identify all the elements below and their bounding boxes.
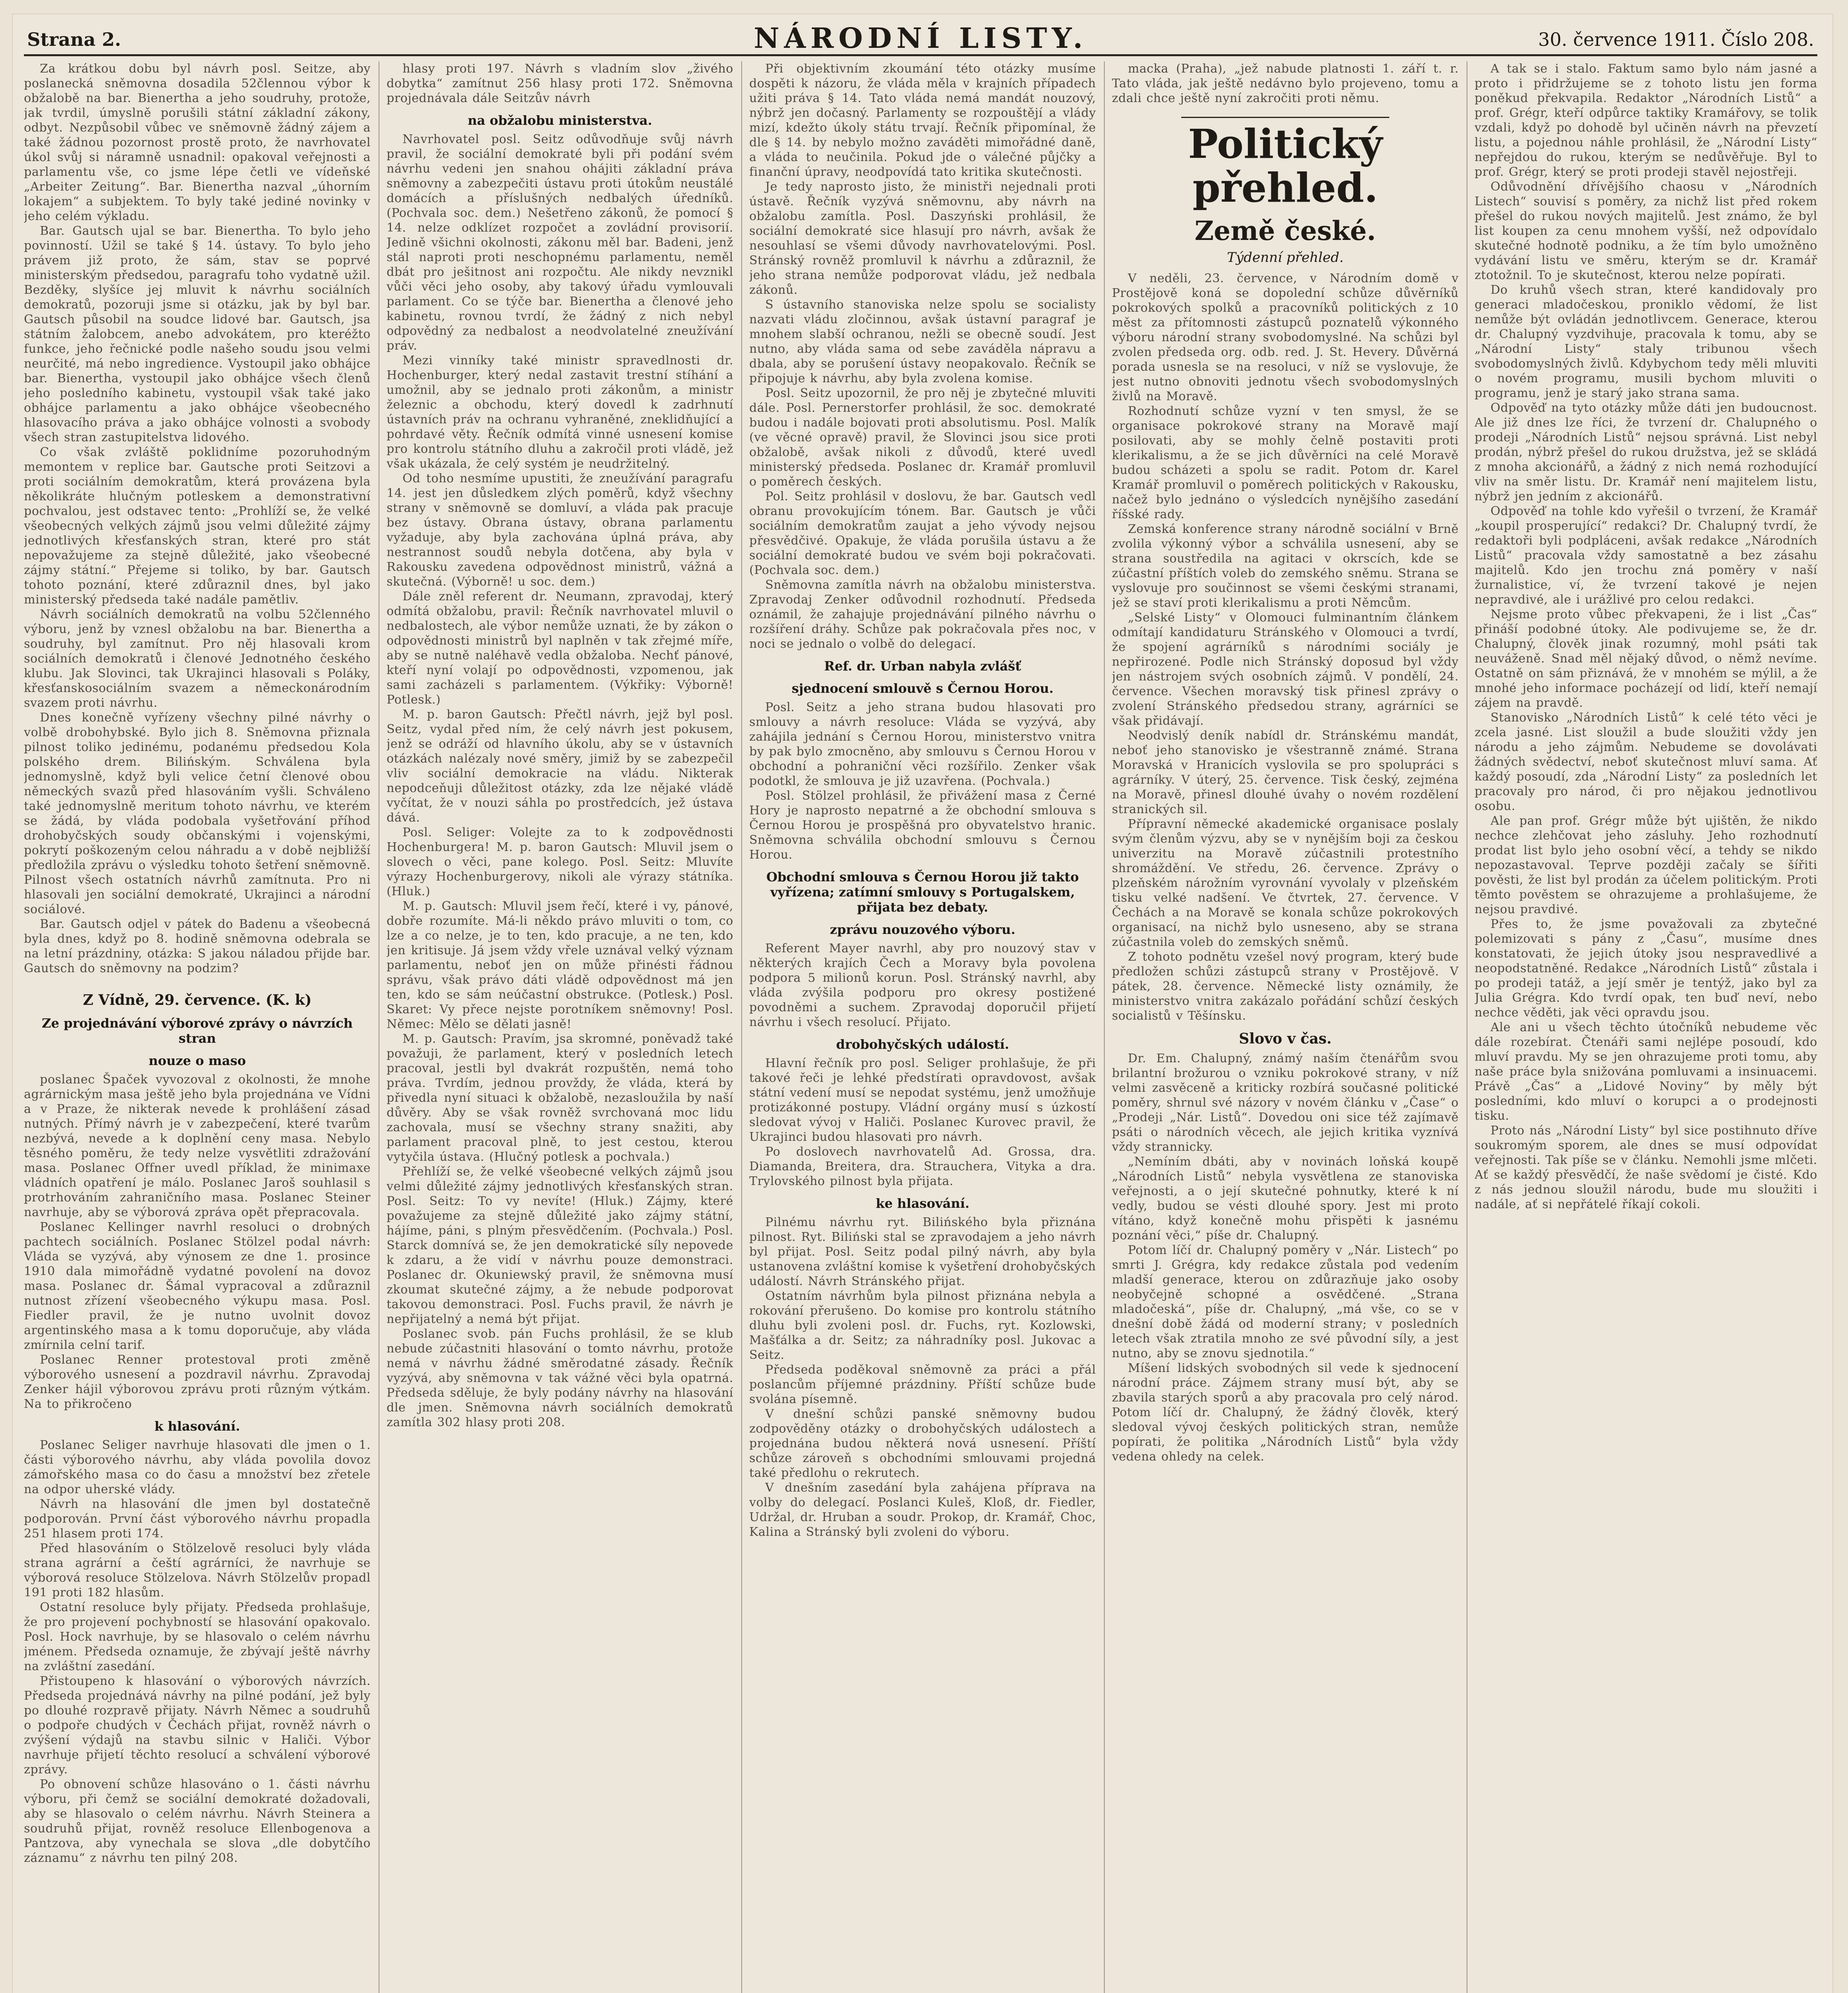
paragraph: Do kruhů všech stran, které kandidovaly pro generaci mladočeskou, proniklo vědomí, že list nemůže být ovládán jednotlivcem. Generace, kterou dr. Chalupný vyzdvihuje, pracovala k tomu, aby se „Národní Listy“ staly tribunou všech svobodomyslných živlů. Kdybychom tedy měli mluviti o novém programu, musili bychom mluviti o programu, jenž je starý jako strana sama.: [1475, 283, 1817, 400]
subsection-heading: na obžalobu ministerstva.: [467, 113, 652, 128]
paragraph: Přípravní německé akademické organisace poslaly svým členům výzvu, aby se v nynějším boji za českou univerzitu na Moravě zúčastnili protestního shromáždění. Ve středu, 26. července. Zprávy o plzeňském nárožním vyrovnání vyvolaly v plzeňském tisku velké nadšení. Ve čtvrtek, 27. července. V Čechách a na Moravě se konala schůze pokrokových organisací, na nichž bylo usneseno, aby se strana zúčastnila voleb do zemských sněmů.: [1112, 817, 1459, 949]
paragraph: A tak se i stalo. Faktum samo bylo nám jasné a proto i přidržujeme se z tohoto listu jen forma poněkud překvapila. Redaktor „Národních Listů“ a prof. Grégr, kteří odpůrce taktiky Kramářovy, se tolik vzdali, když po dohodě byl učiněn návrh na převzetí listu, a pojednou náhle prohlásil, že „Národní Listy“ nepřejdou do rukou, kterým se nedůvěřuje. Byl to prof. Grégr, který se proti prodeji stavěl nejostřeji.: [1475, 62, 1817, 179]
columns-area: [24, 61, 1817, 1993]
paragraph: Přehlíží se, že velké všeobecné velkých zájmů jsou velmi důležité zájmy jednotlivých křesťanských stran. Posl. Seitz: To vy nevíte! (Hluk.) Zájmy, které považujeme za stejně důležité jako zájmy státní, hájíme, páni, s plným přesvědčením. (Pochvala.) Posl. Starck domnívá se, že jen demokratické síly nepovede k zdaru, a že vidí v návrhu pouze demonstraci. Poslanec dr. Okuniewský pravil, že sněmovna musí zkoumat skutečné zájmy, a že nebude podporovat takovou demonstraci. Posl. Fuchs pravil, že návrh je nepřijatelný a nemá být přijat.: [387, 1165, 733, 1326]
paragraph: Sněmovna zamítla návrh na obžalobu ministerstva. Zpravodaj Zenker odůvodnil rozhodnutí. Předseda oznámil, že zahajuje projednávání pilného návrhu o rozšíření dráhy. Schůze pak pokračovala přes noc, v noci se jednalo o volbě do delegací.: [749, 578, 1096, 651]
paragraph: „Nemíním dbáti, aby v novinách loňská koupě „Národních Listů“ nebyla vysvětlena ze stanoviska veřejnosti, a o její skutečné pohnutky, které k ní vedly, budou se vésti dlouhé spory. Jest mi proto vítáno, když konečně mohu přispěti k jasnému poznání věci,“ píše dr. Chalupný.: [1112, 1155, 1459, 1242]
paragraph: Proto nás „Národní Listy“ byl sice postihnuto dříve soukromým sporem, ale dnes se musí odpovídat veřejnosti. Tak píše se v článku. Nemohli jsme mlčeti. Ať se každý přesvědčí, že naše svědomí je čisté. Kdo z nás jednou sloužil národu, bude mu sloužiti i nadále, ať si nepřátelé říkají cokoli.: [1475, 1124, 1817, 1211]
paragraph: macka (Praha), „jež nabude platnosti 1. září t. r. Tato vláda, jak ještě nedávno bylo projeveno, tomu a zdali chce ještě nyní zakročiti proti němu.: [1112, 62, 1459, 105]
paragraph: Za krátkou dobu byl návrh posl. Seitze, aby poslanecká sněmovna dosadila 52člennou výbor k obžalobě na bar. Bienertha a jeho soudruhy, protože, jak tvrdil, úmyslně porušili státní základní zákony, odbyt. Nezpůsobil vůbec ve sněmovně žádný zájem a také žádnou pozornost prostě proto, že navrhovatel úkol svůj si náramně usnadnil: opakoval veřejnosti a parlamentu vše, co jsme lépe četli ve vídeňské „Arbeiter Zeitung“. Bar. Bienertha nazval „úhorním lokajem“ a subjektem. To byly také jediné novinky v jeho celém výkladu.: [24, 62, 371, 223]
column-3: [749, 61, 1096, 1993]
paragraph: Po doslovech navrhovatelů Ad. Grossa, dra. Diamanda, Breitera, dra. Straucherа, Vityka a dra. Trylovského pilnost byla přijata.: [749, 1145, 1096, 1188]
paragraph: Předseda poděkoval sněmovně za práci a přál poslancům příjemné prázdniny. Příští schůze bude svolána písemně.: [749, 1363, 1096, 1406]
rubric-title: Politický přehled.: [1188, 120, 1383, 211]
paragraph: Pol. Seitz prohlásil v doslovu, že bar. Gautsch vedl obranu provokujícím tónem. Bar. Gautsch je vůči sociálním demokratům zaujat a jeho vývody nejsou přesvědčivé. Opakuje, že vláda porušila ústavu a že sociální demokraté budou ve svém boji pokračovati. (Pochvala soc. dem.): [749, 489, 1096, 577]
paragraph: Co však zvláště poklidníme pozoruhodným memontem v replice bar. Gautsche proti Seitzovi a proti sociálním demokratům, která provázena byla několikráte hlučným potleskem a demonstrativní pochvalou, jest odstavec tento: „Prohlíží se, že velké všeobecných velkých zájmů jsou velmi důležité zájmy jednotlivých křesťanských stran, které pro stát nepovažujeme za stejně důležité, jako všeobecné zájmy státní.“ Přejeme si toliko, by bar. Gautsch tohoto poznání, které zdůraznil dnes, byl jako ministerský předseda také nadále pamětliv.: [24, 445, 371, 607]
paragraph: Posl. Seitz a jeho strana budou hlasovati pro smlouvy a návrh resoluce: Vláda se vyzývá, aby zahájila jednání s Černou Horou, ministerstvo vnitra by pak bylo zmocněno, aby smlouvu s Černou Horou v obchodní a pohraniční věci rozšířilo. Zenker však podotkl, že smlouva je již uzavřena. (Pochvala.): [749, 700, 1096, 788]
paragraph: V dnešní schůzi panské sněmovny budou zodpověděny otázky o drobohyčských událostech a projednána budou některá nová usnesení. Příští schůze zároveň s obchodními smlouvami projedná také předlohu o rekrutech.: [749, 1407, 1096, 1480]
paragraph: S ústavního stanoviska nelze spolu se socialisty nazvati vládu zločinnou, avšak ústavní paragraf je mnohem slabší ochranou, nežli se obecně soudí. Jest nutno, aby vláda sama od sebe zaváděla nápravu a dbala, aby se porušení ústavy neopakovalo. Řečník se připojuje k návrhu, aby byla zvolena komise.: [749, 298, 1096, 385]
paragraph: V neděli, 23. července, v Národním domě v Prostějově koná se dopolední schůze důvěrníků pokrokových spolků a pracovníků politických z 10 měst za přítomnosti zástupců poznatelů výkonného výboru národní strany svobodomyslné. Na schůzi byl zvolen předseda org. odb. red. J. St. Hevery. Důvěrná porada usnesla se na resoluci, v níž se vyslovuje, že jest nutno obnoviti jednotu všech svobodomyslných živlů na Moravě.: [1112, 271, 1459, 403]
paragraph: Přes to, že jsme považovali za zbytečné polemizovati s pány z „Času“, musíme dnes konstatovati, že jejich útoky jsou nespravedlivé a neopodstatněné. Redakce „Národních Listů“ zůstala i po prodeji tatáž, a její směr je tentýž, jako byl za Julia Grégra. Kdo tvrdí opak, ten buď neví, nebo nechce věděti, jak věci opravdu jsou.: [1475, 917, 1817, 1020]
paragraph: Mezi vinníky také ministr spravedlnosti dr. Hochenburger, který nedal zastavit trestní stíhání a umožnil, aby se jednalo proti zákonům, a ministr železnic a obchodu, který dovedl k zadrhnutí ústavních práv na ochranu vyhraněné, zneklidňující a pohrdavé věty. Řečník odmítá vinné usnesení komise pro kontrolu státního dluhu a zakročil proti vládě, jež však ukázala, že celý systém je neudržitelný.: [387, 354, 733, 471]
paragraph: Z tohoto podnětu vzešel nový program, který bude předložen schůzi zástupců strany v Prostějově. V pátek, 28. července. Německé listy oznámily, že ministerstvo vnitra zakázalo pořádání schůzí českých socialistů v Těšínsku.: [1112, 950, 1459, 1023]
paragraph: Pilnému návrhu ryt. Bilińského byla přiznána pilnost. Ryt. Biliński stal se zpravodajem a jeho návrh byl přijat. Posl. Seitz podal pilný návrh, aby byla ustanovena zvláštní komise k vyšetření drohobyčských událostí. Návrh Stránského přijat.: [749, 1215, 1096, 1288]
paragraph: Posl. Seitz upozornil, že pro něj je zbytečné mluviti dále. Posl. Pernerstorfer prohlásil, že soc. demokraté budou i nadále bojovati proti absolutismu. Posl. Malík (ve věcné opravě) pravil, že Slovinci jsou sice proti obžalobě, avšak nikoli z důvodů, které uvedl ministerský předseda. Poslanec dr. Kramář promluvil o poměrech českých.: [749, 386, 1096, 489]
paragraph: Bar. Gautsch ujal se bar. Bienertha. To bylo jeho povinností. Užil se také § 14. ústavy. To bylo jeho právem již proto, že sám, stav se poprvé ministerským předsedou, paragrafu toho vydatně užil. Bezděky, slyšíce jej mluvit k návrhu sociálních demokratů, pozoruji jsme si otázku, jak by byl bar. Gautsch působil na soudce lidové bar. Gautsch, jsa státním žalobcem, anebo advokátem, pro kteréžto funkce, jeho řečnické podle našeho soudu jsou velmi neurčité, má nebo ingredience. Vystoupil jako obhájce bar. Bienertha, vystoupil jako obhájce všech členů jeho posledního kabinetu, vystoupil však také jako obhájce parlamentu a jako obhájce všeobecného hlasovacího práva a jako obhájce volnosti a svobody všech stran zastupitelstva lidového.: [24, 224, 371, 444]
paragraph: „Selské Listy“ v Olomouci fulminantním článkem odmítají kandidaturu Stránského v Olomouci a tvrdí, že spojení agrárníků s národními sociály je nepřirozené. Podle nich Stránský doposud byl vždy jen nástrojem svých osobních zájmů. V pondělí, 24. července. Všechen moravský tisk přinesl zprávy o zvolení Stránského předsedou strany, agrárníci se však přidávají.: [1112, 611, 1459, 728]
subsection-heading: zprávu nouzového výboru.: [830, 922, 1015, 937]
paragraph: Potom líčí dr. Chalupný poměry v „Nár. Listech“ po smrti J. Grégra, kdy redakce zůstala pod vedením mladší generace, kterou on zdůrazňuje jako osoby neobyčejně schopné a osvědčené. „Strana mladočeská“, píše dr. Chalupný, „má vše, co se v dnešní době žádá od moderní strany; v posledních letech však ztratila mnoho ze své původní síly, a jest nutno, aby se znovu sjednotila.“: [1112, 1243, 1459, 1360]
paragraph: Rozhodnutí schůze vyzní v ten smysl, že se organisace pokrokové strany na Moravě mají posilovati, aby se mohly čelně postaviti proti klerikalismu, a že se jich důvěrníci na celé Moravě budou scházeti a spolu se radit. Potom dr. Karel Kramář promluvil o poměrech politických v Rakousku, načež bylo jednáno o výsledcích nynějšího zasedání říšské rady.: [1112, 404, 1459, 521]
paragraph: Navrhovatel posl. Seitz odůvodňuje svůj návrh pravil, že sociální demokraté byli při podání svém návrhu vedeni jen snahou ohájiti základní práva sněmovny a zabezpečiti ústavu proti útokům neustálé domácích a příslušných nedbalých úředníků. (Pochvala soc. dem.) Nešetřeno zákonů, že pomocí § 14. nelze odklízet rozpočet a zovládní provisorií. Jedině všichni okolnosti, zákonu měl bar. Badeni, jenž stál naproti proti neschopnému parlamentu, neměl dbát pro ješitnost ani rozpočtu. Ale nikdy nevznikl vůči věci jeho osoby, aby takový úřadu vymlouvali parlament. Co se týče bar. Bienertha a členové jeho kabinetu, rovnou tvrdí, že žádný z nich nebyl odpovědný za nedbalost a neodvolatelné zneužívání práv.: [387, 132, 733, 353]
masthead-title: NÁRODNÍ LISTY.: [754, 22, 1088, 55]
column-divider: [741, 61, 742, 1993]
paragraph: Dr. Em. Chalupný, známý naším čtenářům svou brilantní brožurou o vzniku pokrokové strany, v níž velmi zasvěceně a kriticky rozbírá současné politické poměry, shrnul své názory v novém článku v „Čase“ o „Prodeji „Nár. Listů“. Dovedou oni sice též zajímavě psáti o národních věcech, ale jejich kritika vyznívá vždy strannicky.: [1112, 1052, 1459, 1154]
paragraph: Před hlasováním o Stölzelově resoluci byly vláda strana agrární a čeští agrárníci, že navrhuje se výborová resoluce Stölzelova. Návrh Stölzelův propadl 191 proti 182 hlasům.: [24, 1541, 371, 1600]
paragraph: Dnes konečně vyřízeny všechny pilné návrhy o volbě drobohybské. Bylo jich 8. Sněmovna přiznala pilnost toliko jedinému, podanému předsedou Kola polského drem. Bilińským. Schválena byla jednomyslně, když byli velice četní členové obou německých svazů před hlasováním vyšli. Schváleno také jednomyslně meritum tohoto návrhu, ve kterém se žádá, by vláda podobala vyšetřování příhod drohobyčských soudy občanskými i vojenskými, pokrytí poškozeným celou náhradu a v době nejbližší předložila zprávu o výsledku tohoto šetření sněmovně. Pilnost všech ostatních návrhů zamítnuta. Pro ni hlasovali jen sociální demokraté, Ukrajinci a národní sociálové.: [24, 711, 371, 916]
rubric-block: [1112, 117, 1459, 265]
paragraph: M. p. Gautsch: Pravím, jsa skromné, poněvadž také považuji, že parlament, který v posledních letech pracoval, jestli byl dvakrát rozpuštěn, nemá toho práva. Tvrdím, jednou provždy, že vláda, která by přivedla nyní situaci k obžalobě, nezasloužila by naší důvěry. Aby se však rovněž svrchovaná moc lidu zachovala, musí se všechny strany snažiti, aby parlament pracoval plně, to jest cestou, kterou vytyčila ústava. (Hlučný potlesk a pochvala.): [387, 1032, 733, 1164]
paragraph: Bar. Gautsch odjel v pátek do Badenu a všeobecná byla dnes, když po 8. hodině sněmovna odebrala se na letní prázdniny, otázka: S jakou náladou přijde bar. Gautsch do sněmovny na podzim?: [24, 917, 371, 975]
paragraph: M. p. Gautsch: Mluvil jsem řečí, které i vy, pánové, dobře rozumíte. Má-li někdo právo mluviti o tom, co lze a co nelze, je to ten, kdo pracuje, a ne ten, kdo jen kritisuje. Já jsem vždy vřele uznával velký význam parlamentu, neboť jen on může přinésti řádnou správu, však právo dáti vládě odpovědnost má jen ten, kdo se sám neúčastní obstrukce. (Potlesk.) Posl. Skaret: Vy přece nejste porotníkem sněmovny! Posl. Němec: Mělo se dělati jasně!: [387, 899, 733, 1031]
subsection-heading: Obchodní smlouva s Černou Horou již takto vyřízena; zatímní smlouvy s Portugalskem, přijata bez debaty.: [766, 869, 1079, 915]
paragraph: Neodvislý deník nabídl dr. Stránskému mandát, neboť jeho stanovisko je všestranně známé. Strana Moravská v Hranicích vyslovila se pro spolupráci s agrárníky. V úterý, 25. července. Tisk český, zejména na Moravě, přinesl dlouhé úvahy o novém rozdělení stranických sil.: [1112, 729, 1459, 816]
paragraph: Ale ani u všech těchto útočníků nebudeme věc dále rozebírat. Čtenáři sami nejlépe posoudí, kdo mluví pravdu. My se jen ohrazujeme proti tomu, aby naše práce byla snižována pomluvami a insinuacemi. Právě „Čas“ a „Lidové Noviny“ by měly být posledními, kdo mluví o korupci a o prodejnosti tisku.: [1475, 1020, 1817, 1123]
paragraph: Nejsme proto vůbec překvapeni, že i list „Čas“ přináší podobné útoky. Ale podivujeme se, že dr. Chalupný, člověk jinak rozumný, mohl psáti tak neuváženě. Snad měl nějaký důvod, o němž nevíme. Ostatně on sám přiznává, že v mnohém se mýlil, a že mnohé jeho informace pocházejí od lidí, kteří nemají zájem na pravdě.: [1475, 607, 1817, 710]
section-heading: Ze projednávání výborové zprávy o návrzích stran: [41, 1016, 353, 1046]
paragraph: Od toho nesmíme upustiti, že zneužívání paragrafu 14. jest jen důsledkem zlých poměrů, když všechny strany v sněmovně se domluví, a vláda pak pracuje bez ústavy. Obrana ústavy, obrana parlamentu vyžaduje, aby byla zachována úplná práva, aby nestrannost soudů nebyla dotčena, aby byla v Rakousku zavedena odpovědnost ministrů, vážná a skutečná. (Výborně! u soc. dem.): [387, 472, 733, 589]
subsection-heading: nouze o maso: [149, 1053, 246, 1068]
page-header: [24, 20, 1817, 56]
paragraph: Míšení lidských svobodných sil vede k sjednocení národní práce. Zájmem strany musí být, aby se zbavila starých sporů a aby pracovala pro celý národ. Potom líčí dr. Chalupný, že žádný člověk, který sledoval vývoj českých politických stran, nemůže popírati, že politika „Národních Listů“ byla vždy vedena ohledy na celek.: [1112, 1361, 1459, 1464]
paragraph: Stanovisko „Národních Listů“ k celé této věci je zcela jasné. List sloužil a bude sloužiti vždy jen národu a jeho zájmům. Nebudeme se dovolávati žádných svědectví, neboť skutečnost mluví sama. Ať každý posoudí, zda „Národní Listy“ za posledních let pracovaly pro národ, či pro nějakou jednotlivou osobu.: [1475, 711, 1817, 813]
paragraph: Ostatní resoluce byly přijaty. Předseda prohlašuje, že pro projevení pochybností se hlasování opakovalo. Posl. Hock navrhuje, by se hlasovalo o celém návrhu jménem. Předseda oznamuje, že zbývají ještě návrhy na zvláštní zasedání.: [24, 1600, 371, 1673]
subsection-heading: drobohyčských událostí.: [836, 1037, 1009, 1052]
paragraph: Při objektivním zkoumání této otázky musíme dospěti k názoru, že vláda měla v krajních případech užiti práva § 14. Tato vláda nemá mandát nouzový, nýbrž jen dočasný. Parlamenty se rozpouštějí a vlády mizí, kdežto úkoly státu trvají. Řečník připomínal, že dle § 14. by nebylo možno zaváděti mimořádné daně, a vláda to neučinila. Pokud jde o válečné půjčky a finanční úpravy, neodpovídá tato kritika skutečnosti.: [749, 62, 1096, 179]
page-number: Strana 2.: [27, 29, 121, 50]
paragraph: Je tedy naprosto jisto, že ministři nejednali proti ústavě. Řečník vyzývá sněmovnu, aby návrh na obžalobu zamítla. Posl. Daszyński prohlásil, že sociální demokraté sice hlasují pro návrh, avšak že nesouhlasí se všemi důvody navrhovatelovými. Posl. Stránský rovněž promluvil k návrhu a zdůraznil, že jeho strana nemůže podporovat vládu, jež nedbala zákonů.: [749, 180, 1096, 297]
column-5: [1475, 61, 1817, 1993]
paragraph: Posl. Stölzel prohlásil, že přivážení masa z Černé Hory je naprosto nepatrné a že obchodní smlouva s Černou Horou je prospěšná pro obyvatelstvo hranic. Sněmovna schválila obchodní smlouvu s Černou Horou.: [749, 789, 1096, 862]
paragraph: Zemská konference strany národně sociální v Brně zvolila výkonný výbor a schválila usnesení, aby se strana soustředila na agitaci v okrscích, kde se zúčastní příštích voleb do zemského sněmu. Strana se vyslovuje pro součinnost se všemi českými stranami, jež se staví proti klerikalismu a proti Němcům.: [1112, 522, 1459, 610]
paragraph: Odpověď na tohle kdo vyřešil o tvrzení, že Kramář „koupil prosperující“ redakci? Dr. Chalupný tvrdí, že redaktoři byli podpláceni, avšak redakce „Národních Listů“ pracovala vždy samostatně a bez zásahu majitelů. Kdo jen trochu zná poměry v naší žurnalistice, ví, že tvrzení takové je nejen nepravdivé, ale i urážlivé pro celou redakci.: [1475, 504, 1817, 607]
paragraph: Poslanec svob. pán Fuchs prohlásil, že se klub nebude zúčastniti hlasování o tomto návrhu, protože nemá v návrhu žádné směrodatné zásady. Řečník vyzývá, aby sněmovna v tak vážné věci byla opatrná. Předseda sděluje, že byly podány návrhy na hlasování dle jmen. Sněmovna návrh sociálních demokratů zamítla 302 hlasy proti 208.: [387, 1327, 733, 1429]
subsection-heading: k hlasování.: [154, 1419, 240, 1434]
paragraph: Dále zněl referent dr. Neumann, zpravodaj, který odmítá obžalobu, pravil: Řečník navrhovatel mluvil o nedbalostech, ale výbor nemůže uznati, že by zákon o odpovědnosti ministrů byl naplněn v tak zřejmé míře, aby se nutně naléhavě vedla obžaloba. Nechť pánové, kteří nyní volají po odpovědnosti, vzpomenou, jak sami zacházeli s parlamentem. (Výkřiky: Výborně! Potlesk.): [387, 590, 733, 707]
paragraph: Přistoupeno k hlasování o výborových návrzích. Předseda projednává návrhy na pilné podání, jež byly po dlouhé rozpravě přijaty. Návrh Němec a soudruhů o podpoře chudých v Čechách přijat, rovněž návrh o zvýšení výdajů na stavbu silnic v Haliči. Výbor navrhuje přijetí těchto resolucí a schválení výborové zprávy.: [24, 1674, 371, 1777]
rubric-rule: [1181, 117, 1389, 118]
issue-date: 30. července 1911. Číslo 208.: [1538, 29, 1814, 50]
section-heading: Slovo v čas.: [1239, 1030, 1332, 1047]
rubric-kicker: Týdenní přehled.: [1227, 250, 1344, 265]
paragraph: Návrh sociálních demokratů na volbu 52členného výboru, jenž by vznesl obžalobu na bar. Bienertha a soudruhy, byl zamítnut. Pro něj hlasovali krom sociálních demokratů i členové Jednotného českého klubu. Jak Slovinci, tak Ukrajinci hlasovali s Poláky, křesťanskosociálním svazem a německonárodním svazem proti návrhu.: [24, 607, 371, 710]
paragraph: Poslanec Seliger navrhuje hlasovati dle jmen o 1. části výborového návrhu, aby vláda povolila dovoz zámořského masa co do času a množství bez zřetele na odpor uherské vlády.: [24, 1438, 371, 1496]
paragraph: Po obnovení schůze hlasováno o 1. části návrhu výboru, při čemž se sociální demokraté dožadovali, aby se hlasovalo o celém návrhu. Návrh Steinera a soudruhů přijat, rovněž resoluce Ellenbogenova a Pantzova, aby vynechala se slova „dle dobytčího záznamu“ z návrhu ten pilný 208.: [24, 1777, 371, 1865]
paragraph: Hlavní řečník pro posl. Seliger prohlašuje, že při takové řeči je lehké předstírati opravdovost, avšak státní vedení musí se nepodat systému, jenž umožňuje protizákonné postupy. Vládní orgány musí s úzkostí sledovat vývoj v Haliči. Poslanec Kurovec pravil, že Ukrajinci budou hlasovati pro návrh.: [749, 1056, 1096, 1144]
column-2: [387, 61, 733, 1993]
paragraph: poslanec Špaček vyvozoval z okolnosti, že mnohe agrárnickým masa ještě jeho byla projednána ve Vídni a v Praze, že nikterak nevede k prohlášení zásad nutných. Přímý návrh je v zabezpečení, které tvarům nezbývá, nevede a k doplnění ceny masa. Nebylo těsného poměru, že tedy nelze vysvětliti zdražování masa. Poslanec Offner uvedl příklad, že minimaxe vládních opatření je málo. Poslanec Jaroš souhlasil s protrhováním zahraničního masa. Poslanec Steiner navrhuje, aby se výborová zpráva opět přepracovala.: [24, 1073, 371, 1219]
newspaper-page: [12, 14, 1833, 1993]
paragraph: Referent Mayer navrhl, aby pro nouzový stav v některých krajích Čech a Moravy byla povolena podpora 5 milionů korun. Posl. Stránský navrhl, aby vláda zvýšila podporu pro okresy postižené povodněmi a suchem. Zpravodaj doporučil přijetí návrhu i všech resolucí. Přijato.: [749, 941, 1096, 1029]
paragraph: Poslanec Renner protestoval proti změně výborového usnesení a pozdravil návrhu. Zpravodaj Zenker hájil výborovou zprávu proti různým výtkám. Na to přikročeno: [24, 1353, 371, 1411]
paragraph: Návrh na hlasování dle jmen byl dostatečně podporován. První část výborového návrhu propadla 251 hlasem proti 174.: [24, 1497, 371, 1541]
column-1: [24, 61, 371, 1993]
subsection-heading: sjednocení smlouvě s Černou Horou.: [791, 681, 1054, 696]
paragraph: M. p. baron Gautsch: Přečtl návrh, jejž byl posl. Seitz, vydal před ním, že celý návrh jest pokusem, jenž se odráží od hlavního úkolu, aby se v ústavních otázkách nalézaly nové směry, jimiž by se zabezpečil vliv sociální demokracie na vládu. Nikterak nepodceňuji důležitost otázky, zda lze nějaké vládě vyčítat, že v nouzi sáhla po prostředcích, jež ústava dává.: [387, 708, 733, 825]
column-divider: [1104, 61, 1105, 1993]
dateline: Z Vídně, 29. července. (K. k): [83, 992, 312, 1008]
paragraph: Odůvodnění dřívějšího chaosu v „Národních Listech“ souvisí s poměry, za nichž list před rokem přešel do rukou nových majitelů. Jest známo, že byl list koupen za cenu mnohem vyšší, než odpovídalo skutečné hodnotě podniku, a že tím bylo umožněno vydávání listu ve směru, kterým se dr. Kramář ztotožnil. To je skutečnost, kterou nelze popírati.: [1475, 180, 1817, 282]
paragraph: Ostatním návrhům byla pilnost přiznána nebyla a rokování přerušeno. Do komise pro kontrolu státního dluhu byli zvoleni posl. dr. Fuchs, ryt. Kozlowski, Mašťálka a dr. Seitz; za náhradníky posl. Jukovac a Seitz.: [749, 1289, 1096, 1362]
paragraph: Posl. Seliger: Volejte za to k zodpovědnosti Hochenburgera! M. p. baron Gautsch: Mluvil jsem o slovech o věci, pane kolego. Posl. Seitz: Mluvíte výrazy Hochenburgerovy, nikoli ale výrazy státníka. (Hluk.): [387, 826, 733, 898]
paragraph: V dnešním zasedání byla zahájena příprava na volby do delegací. Poslanci Kuleš, Kloß, dr. Fiedler, Udržal, dr. Hruban a soudr. Prokop, dr. Kramář, Choc, Kalina a Stránský byli zvoleni do výboru.: [749, 1481, 1096, 1539]
rubric-subtitle: Země české.: [1194, 215, 1376, 246]
paragraph: Poslanec Kellinger navrhl resoluci o drobných pachtech sociálních. Poslanec Stölzel podal návrh: Vláda se vyzývá, aby výnosem ze dne 1. prosince 1910 dala mimořádně vydatné povolení na dovoz masa. Poslanec dr. Šámal vypracoval a zdůraznil nutnost zřízení všeobecného výkupu masa. Posl. Fiedler pravil, že je nutno uvolnit dovoz argentinského masa a k tomu doporučuje, aby vláda zmírnila celní tarif.: [24, 1220, 371, 1352]
paragraph: Odpověď na tyto otázky může dáti jen budoucnost. Ale již dnes lze říci, že tvrzení dr. Chalupného o prodeji „Národních Listů“ nejsou správná. List nebyl prodán, nýbrž přešel do rukou družstva, jež se skládá z mnoha akcionářů, a žádný z nich nemá rozhodující vliv na směr listu. Dr. Kramář není majitelem listu, nýbrž jen jedním z akcionářů.: [1475, 401, 1817, 503]
subsection-heading: ke hlasování.: [876, 1196, 970, 1211]
paragraph: hlasy proti 197. Návrh s vladním slov „živého dobytka“ zamítnut 256 hlasy proti 172. Sněmovna projednávala dále Seitzův návrh: [387, 62, 733, 105]
paragraph: Ale pan prof. Grégr může být ujištěn, že nikdo nechce zlehčovat jeho zásluhy. Jeho rozhodnutí prodat list bylo jeho osobní věcí, a tehdy se nikdo nepozastavoval. Teprve později začaly se šířiti pověsti, že list byl prodán za účelem politickým. Proti těmto pověstem se ohrazujeme a prohlašujeme, že nejsou pravdivé.: [1475, 814, 1817, 916]
column-4: [1112, 61, 1459, 1993]
subsection-heading: Ref. dr. Urban nabyla zvlášť: [824, 658, 1021, 674]
